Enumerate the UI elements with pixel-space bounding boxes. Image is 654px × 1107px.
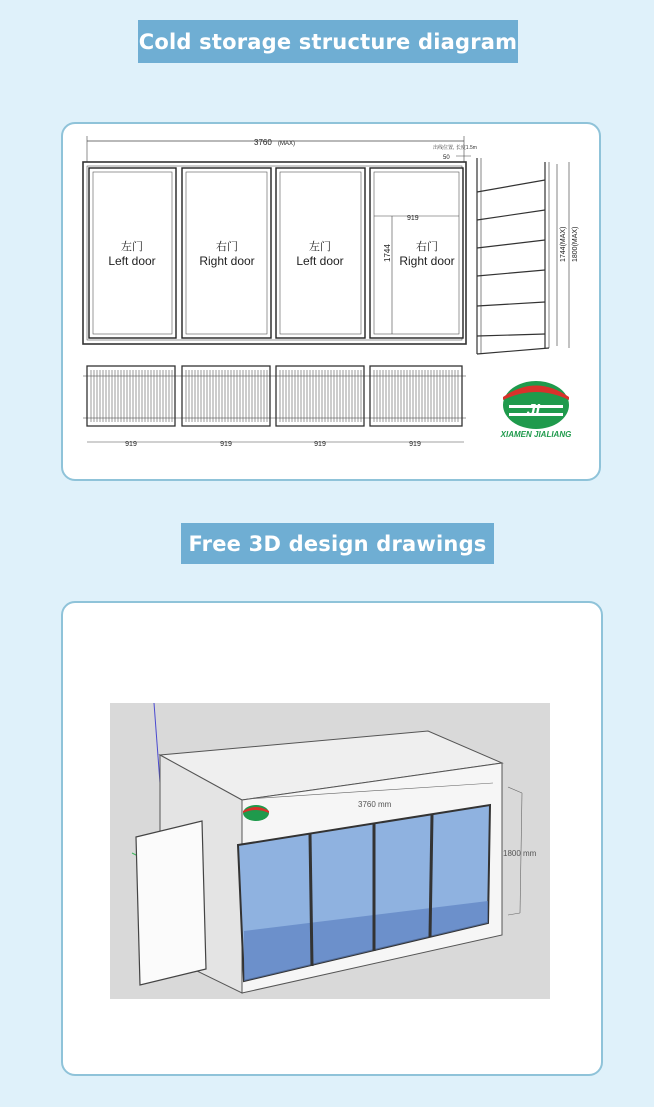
3d-height-label: 1800 mm xyxy=(503,849,537,858)
door-4-en: Right door xyxy=(399,254,455,268)
bottom-dim-4: 919 xyxy=(409,441,421,448)
bottom-dim-2: 919 xyxy=(220,441,232,448)
offset-dim: 50 xyxy=(443,155,450,161)
svg-text:JL: JL xyxy=(526,402,546,419)
door-1-en: Left door xyxy=(108,254,156,268)
front-logo xyxy=(243,805,269,821)
bottom-dim-1: 919 xyxy=(125,441,137,448)
bottom-dim-3: 919 xyxy=(314,441,326,448)
section-title-structure: Cold storage structure diagram xyxy=(138,20,518,63)
3d-render xyxy=(110,703,550,999)
overall-width-note: (MAX) xyxy=(278,141,295,147)
door-2-en: Right door xyxy=(199,254,255,268)
door-height-label: 1744 xyxy=(383,244,392,262)
door-3-cn: 左门 xyxy=(309,241,331,253)
door-panel-1 xyxy=(89,168,176,338)
door-4-cn: 右门 xyxy=(416,241,438,253)
3d-width-label: 3760 mm xyxy=(358,800,392,809)
side-height-outer-label: 1800(MAX) xyxy=(572,226,579,262)
door-3-en: Left door xyxy=(296,254,344,268)
door-panel-2 xyxy=(182,168,271,338)
top-note: 出线位置, 长度1.5m xyxy=(433,145,477,151)
structure-diagram xyxy=(61,122,601,481)
door-panel-3 xyxy=(276,168,365,338)
door-inner-width-label: 919 xyxy=(407,215,419,222)
side-door xyxy=(136,821,206,985)
door-1-cn: 左门 xyxy=(121,241,143,253)
grill-units xyxy=(83,366,466,426)
side-height-inner-label: 1744(MAX) xyxy=(560,226,567,262)
overall-width-label: 3760 xyxy=(254,138,272,147)
company-logo xyxy=(500,381,572,439)
section-title-3d: Free 3D design drawings xyxy=(181,523,494,564)
side-view-shelving xyxy=(477,158,569,354)
door-2-cn: 右门 xyxy=(216,241,238,253)
logo-text: XIAMEN JIALIANG xyxy=(500,430,572,439)
